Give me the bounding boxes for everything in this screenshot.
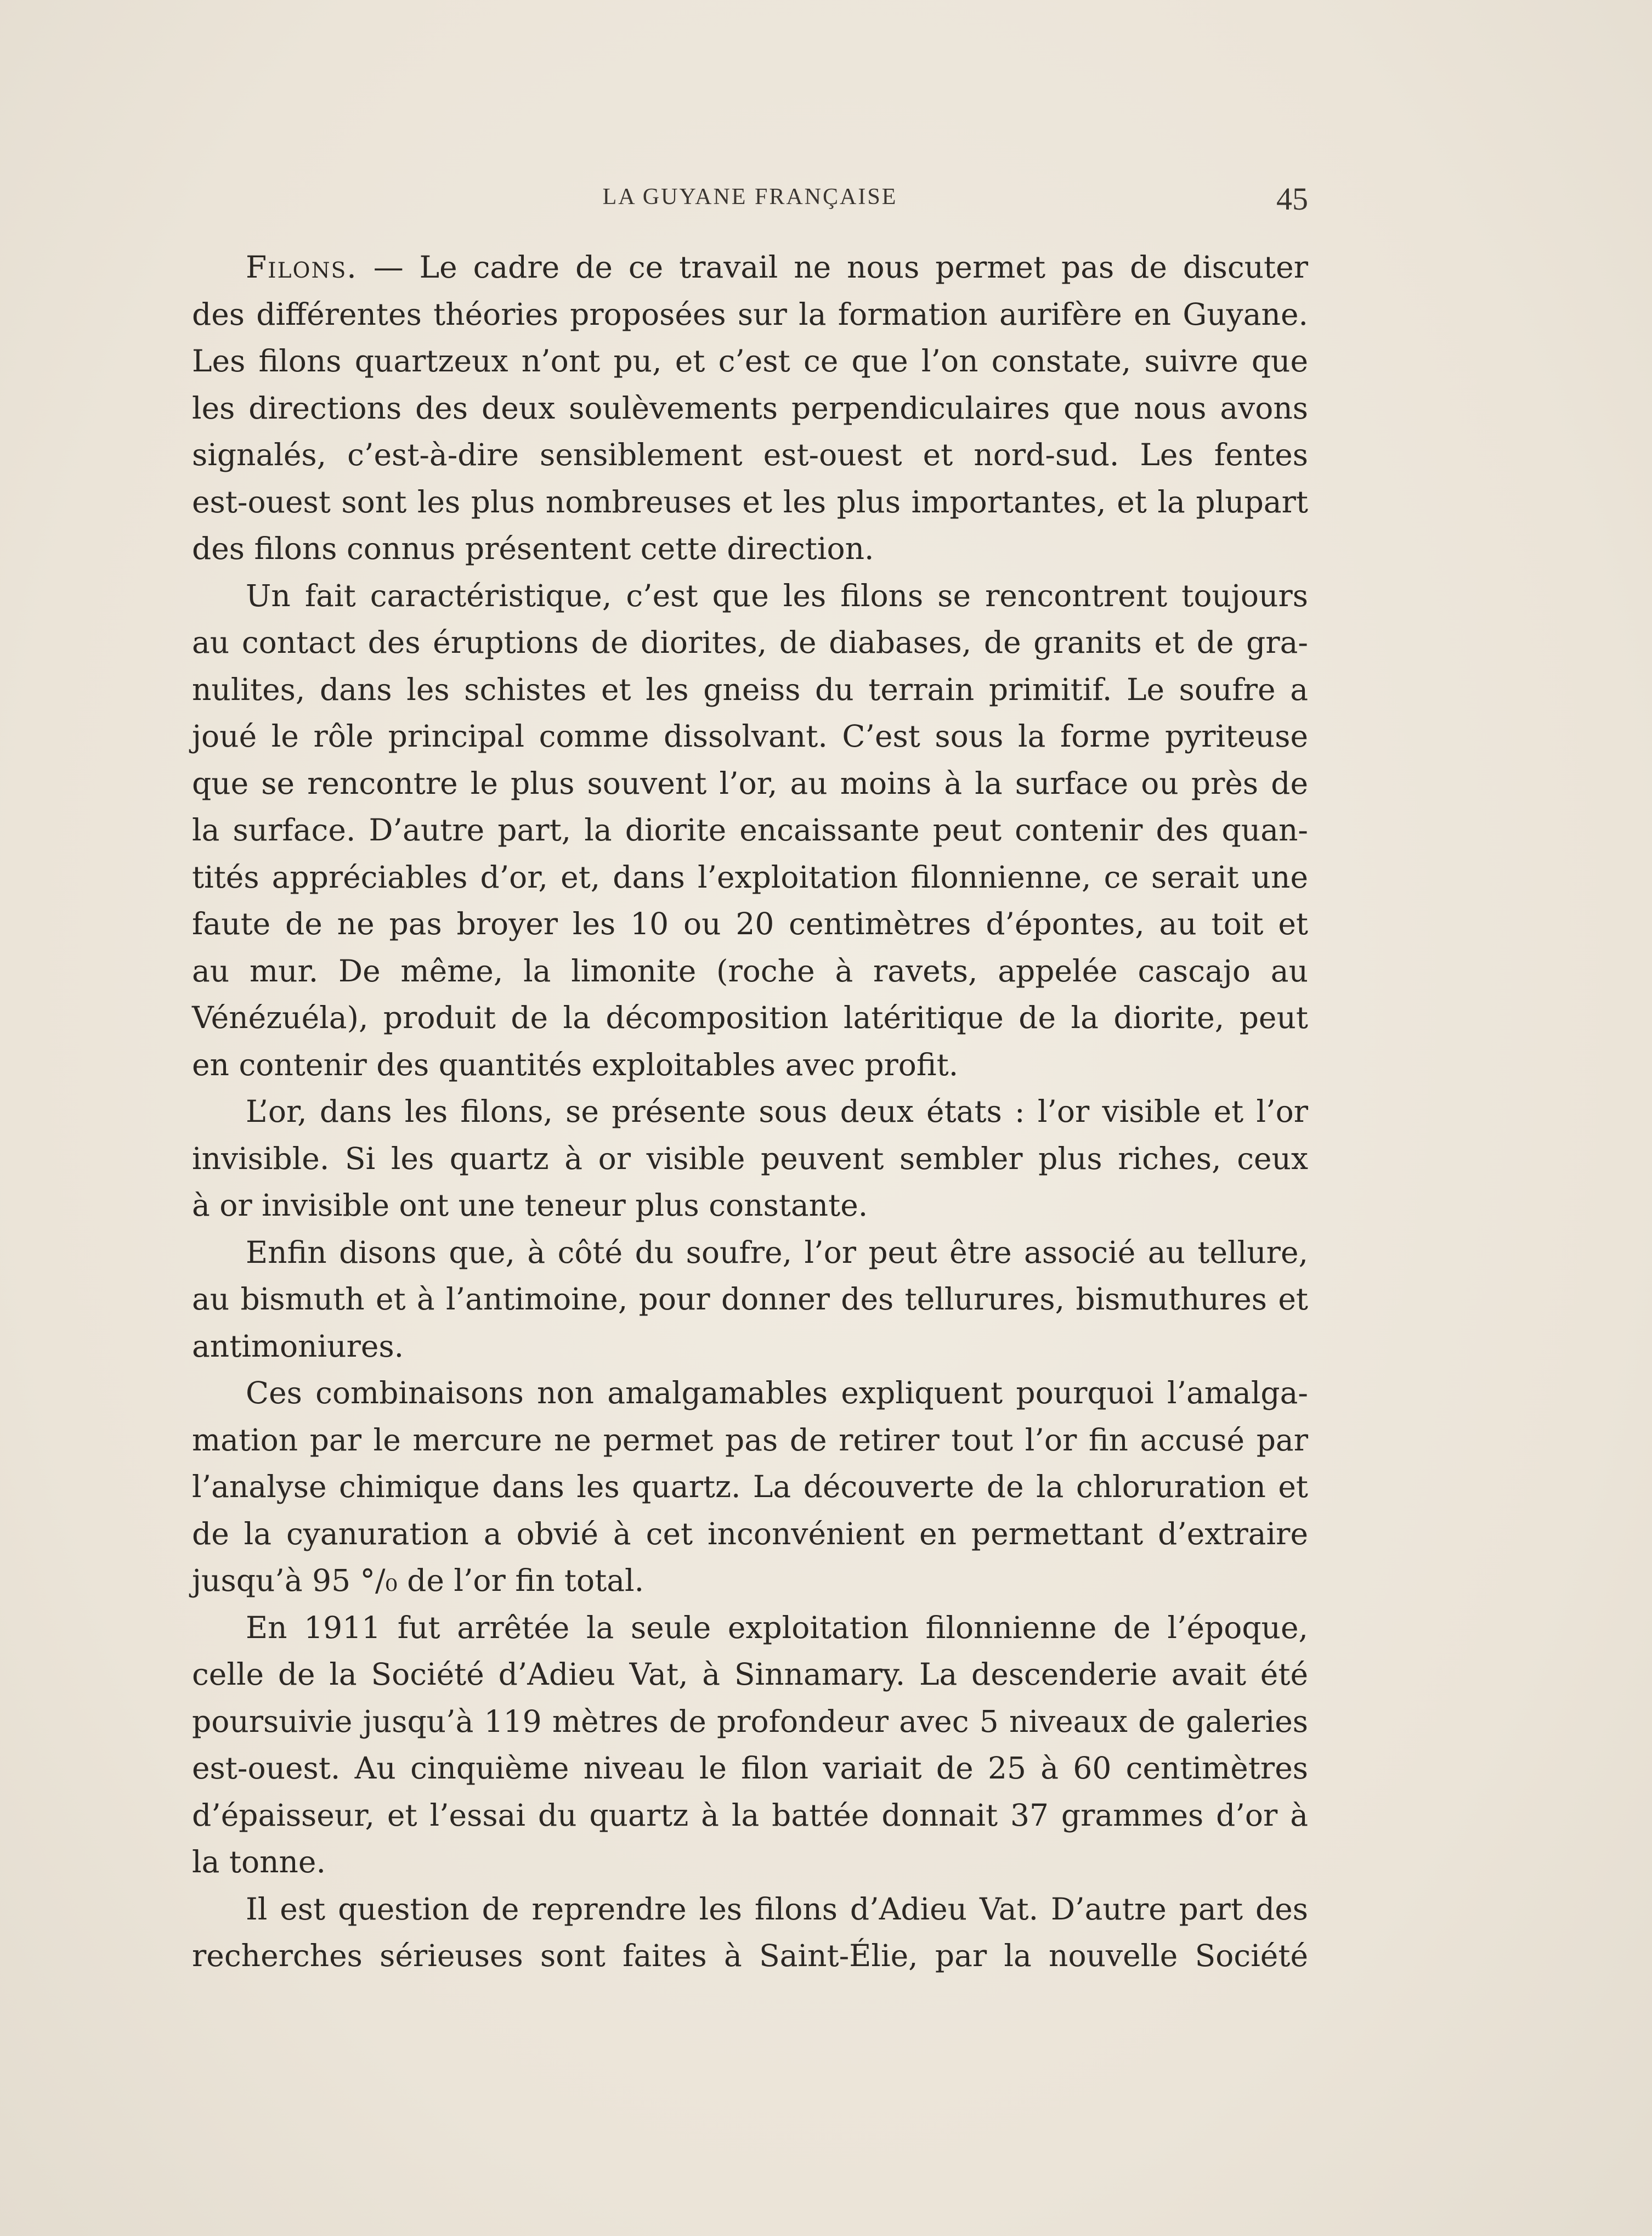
text-line: d’épaisseur, et l’essai du quartz à la battée donnait 37 grammes d’or à [192, 1797, 1308, 1833]
text-line: Un fait caractéristique, c’est que les filons se rencontrent toujours [246, 578, 1308, 613]
text-line: Filons. — Le cadre de ce travail ne nous permet pas de discuter [246, 250, 1308, 285]
paragraph [192, 1605, 1308, 1886]
paragraph [192, 1229, 1308, 1370]
text-line: celle de la Société d’Adieu Vat, à Sinnamary. La descenderie avait été [192, 1657, 1308, 1692]
paragraph [192, 573, 1308, 1089]
text-line: que se rencontre le plus souvent l’or, au moins à la surface ou près de [192, 765, 1308, 801]
text-line: faute de ne pas broyer les 10 ou 20 centimètres d’épontes, au toit et [192, 906, 1308, 941]
text-line: au mur. De même, la limonite (roche à ravets, appelée cascajo au [192, 953, 1308, 989]
text-line: l’analyse chimique dans les quartz. La découverte de la chloruration et [192, 1469, 1308, 1504]
text-line: L’or, dans les filons, se présente sous deux états : l’or visible et l’or [246, 1094, 1308, 1129]
text-line: poursuivie jusqu’à 119 mètres de profondeur avec 5 niveaux de galeries [192, 1703, 1308, 1739]
text-line: signalés, c’est-à-dire sensiblement est-ouest et nord-sud. Les fentes [192, 437, 1308, 472]
text-line: Ces combinaisons non amalgamables expliquent pourquoi l’amalga- [246, 1375, 1308, 1410]
paragraph [192, 1886, 1308, 1980]
paragraph [192, 244, 1308, 573]
text-line: au bismuth et à l’antimoine, pour donner des tellurures, bismuthures et [192, 1281, 1308, 1317]
text-line: les directions des deux soulèvements perpendiculaires que nous avons [192, 390, 1308, 426]
text-line: En 1911 fut arrêtée la seule exploitation filonnienne de l’époque, [246, 1610, 1308, 1645]
text-line: Les filons quartzeux n’ont pu, et c’est ce que l’on constate, suivre que [192, 343, 1308, 379]
text-line: est-ouest. Au cinquième niveau le filon variait de 25 à 60 centimètres [192, 1751, 1308, 1786]
text-line: la surface. D’autre part, la diorite encaissante peut contenir des quan- [192, 812, 1308, 848]
text-line: nulites, dans les schistes et les gneiss du terrain primitif. Le soufre a [192, 671, 1308, 707]
text-line: des différentes théories proposées sur la formation aurifère en Guyane. [192, 296, 1308, 332]
text-line: joué le rôle principal comme dissolvant. C’est sous la forme pyriteuse [192, 719, 1308, 754]
text-line: Vénézuéla), produit de la décomposition latéritique de la diorite, peut [192, 1000, 1308, 1035]
paragraph [192, 1088, 1308, 1229]
text-line: recherches sérieuses sont faites à Saint-Élie, par la nouvelle Société [192, 1938, 1308, 1973]
page-number: 45 [1276, 181, 1308, 217]
text-line: de la cyanuration a obvié à cet inconvénient en permettant d’extraire [192, 1516, 1308, 1551]
text-line: à or invisible ont une teneur plus constante. [192, 1188, 868, 1223]
text-line: jusqu’à 95 °/₀ de l’or fin total. [192, 1563, 644, 1598]
text-line: Il est question de reprendre les filons d’Adieu Vat. D’autre part des [246, 1891, 1308, 1927]
text-line: mation par le mercure ne permet pas de retirer tout l’or fin accusé par [192, 1422, 1308, 1458]
text-line: la tonne. [192, 1844, 326, 1879]
text-line: est-ouest sont les plus nombreuses et les plus importantes, et la plupart [192, 484, 1308, 520]
text-line: en contenir des quantités exploitables avec profit. [192, 1047, 959, 1082]
text-line: Enfin disons que, à côté du soufre, l’or peut être associé au tellure, [246, 1234, 1308, 1270]
text-line: invisible. Si les quartz à or visible peuvent sembler plus riches, ceux [192, 1140, 1308, 1176]
text-line: au contact des éruptions de diorites, de diabases, de granits et de gra- [192, 625, 1308, 660]
text-line: des filons connus présentent cette direction. [192, 531, 874, 566]
running-title: LA GUYANE FRANÇAISE [602, 184, 898, 210]
section-lead: Filons. [246, 250, 358, 285]
paragraph [192, 1370, 1308, 1605]
body-text [192, 244, 1308, 1980]
text-line: antimoniures. [192, 1328, 404, 1364]
text-line: tités appréciables d’or, et, dans l’exploitation filonnienne, ce serait une [192, 859, 1308, 895]
running-head [192, 181, 1308, 217]
